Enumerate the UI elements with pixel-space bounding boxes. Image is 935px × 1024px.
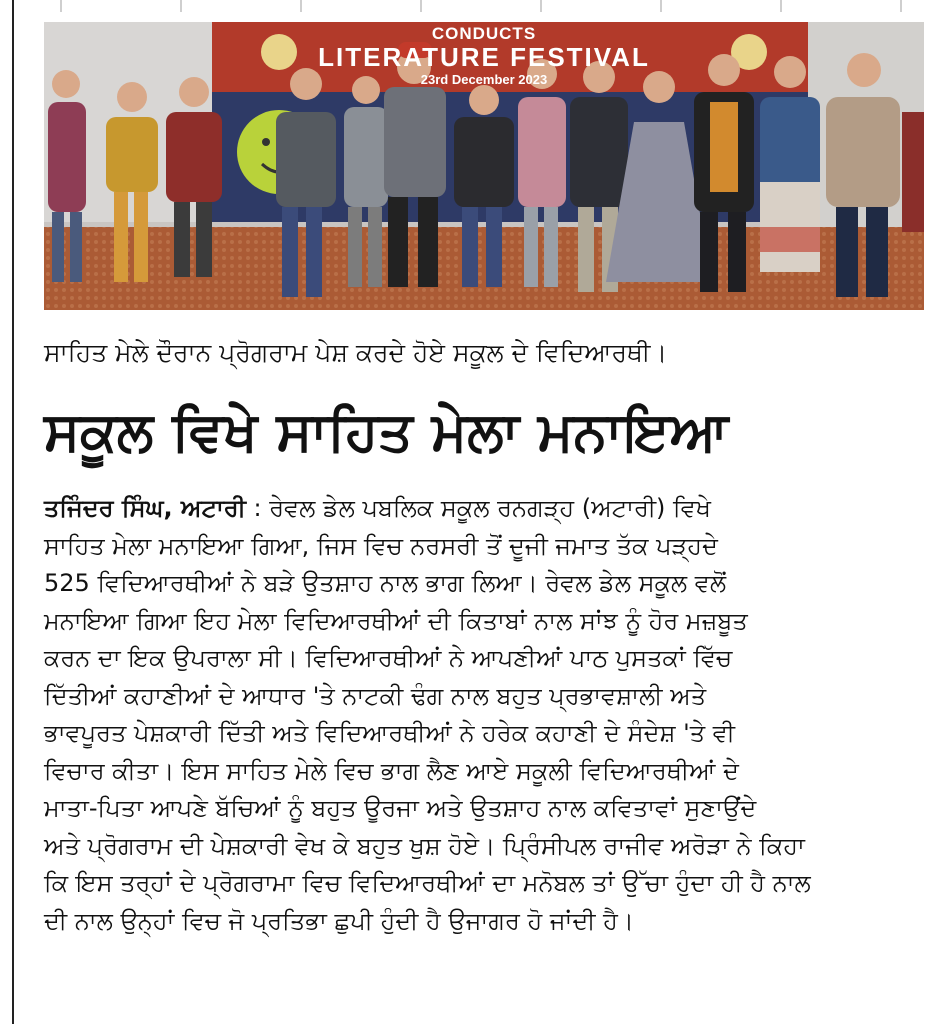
byline: ਤਜਿੰਦਰ ਸਿੰਘ, ਅਟਾਰੀ [44,494,246,522]
body-line-9: ਮਾਤਾ-ਪਿਤਾ ਆਪਣੇ ਬੱਚਿਆਂ ਨੂੰ ਬਹੁਤ ਊਰਜਾ ਅਤੇ ਉਤਸ਼ਾਹ ਨਾਲ ਕਵਿਤਾਵਾਂ ਸੁਣਾਉਂਦੇ [44,794,757,822]
article-headline: ਸਕੂਲ ਵਿਖੇ ਸਾਹਿਤ ਮੇਲਾ ਮਨਾਇਆ [44,400,729,463]
body-line-5: ਕਰਨ ਦਾ ਇਕ ਉਪਰਾਲਾ ਸੀ। ਵਿਦਿਆਰਥੀਆਂ ਨੇ ਆਪਣੀਆਂ ਪਾਠ ਪੁਸਤਕਾਂ ਵਿੱਚ [44,644,733,672]
body-line-11: ਕਿ ਇਸ ਤਰ੍ਹਾਂ ਦੇ ਪ੍ਰੋਗਰਾਮਾ ਵਿਚ ਵਿਦਿਆਰਥੀਆਂ ਦਾ ਮਨੋਬਲ ਤਾਂ ਉੱਚਾ ਹੁੰਦਾ ਹੀ ਹੈ ਨਾਲ [44,869,811,897]
body-line-8: ਵਿਚਾਰ ਕੀਤਾ। ਇਸ ਸਾਹਿਤ ਮੇਲੇ ਵਿਚ ਭਾਗ ਲੈਣ ਆਏ ਸਕੂਲੀ ਵਿਦਿਆਰਥੀਆਂ ਦੇ [44,756,739,785]
banner-text-line1: CONDUCTS [431,24,537,43]
column-rule [12,0,14,1024]
body-line-6: ਦਿੱਤੀਆਂ ਕਹਾਣੀਆਂ ਦੇ ਆਧਾਰ 'ਤੇ ਨਾਟਕੀ ਢੰਗ ਨਾਲ ਬਹੁਤ ਪ੍ਰਭਾਵਸ਼ਾਲੀ ਅਤੇ [44,681,707,710]
body-line-4: ਮਨਾਇਆ ਗਿਆ ਇਹ ਮੇਲਾ ਵਿਦਿਆਰਥੀਆਂ ਦੀ ਕਿਤਾਬਾਂ ਨਾਲ ਸਾਂਝ ਨੂੰ ਹੋਰ ਮਜ਼ਬੂਤ [44,606,748,635]
article-photo [44,22,924,310]
banner-text-line3: 23rd December 2023 [420,72,548,87]
body-line-2: ਸਾਹਿਤ ਮੇਲਾ ਮਨਾਇਆ ਗਿਆ, ਜਿਸ ਵਿਚ ਨਰਸਰੀ ਤੋਂ ਦੂਜੀ ਜਮਾਤ ਤੱਕ ਪੜ੍ਹਦੇ [44,531,718,560]
body-line-10: ਅਤੇ ਪ੍ਰੋਗਰਾਮ ਦੀ ਪੇਸ਼ਕਾਰੀ ਵੇਖ ਕੇ ਬਹੁਤ ਖੁਸ਼ ਹੋਏ। ਪ੍ਰਿੰਸੀਪਲ ਰਾਜੀਵ ਅਰੋੜਾ ਨੇ ਕਿਹਾ [44,831,805,860]
photo-caption: ਸਾਹਿਤ ਮੇਲੇ ਦੌਰਾਨ ਪ੍ਰੋਗਰਾਮ ਪੇਸ਼ ਕਰਦੇ ਹੋਏ ਸਕੂਲ ਦੇ ਵਿਦਿਆਰਥੀ। [44,338,668,367]
article-body [44,490,924,940]
clipped-top-line [0,0,935,12]
body-line-12: ਦੀ ਨਾਲ ਉਨ੍ਹਾਂ ਵਿਚ ਜੋ ਪ੍ਰਤਿਭਾ ਛੁਪੀ ਹੁੰਦੀ ਹੈ ਉਜਾਗਰ ਹੋ ਜਾਂਦੀ ਹੈ। [44,906,634,935]
body-line-3: 525 ਵਿਦਿਆਰਥੀਆਂ ਨੇ ਬੜੇ ਉਤਸ਼ਾਹ ਨਾਲ ਭਾਗ ਲਿਆ। ਰੇਵਲ ਡੇਲ ਸਕੂਲ ਵਲੋਂ [44,569,727,597]
body-line-1 [44,490,924,528]
body-line-7: ਭਾਵਪੂਰਤ ਪੇਸ਼ਕਾਰੀ ਦਿੱਤੀ ਅਤੇ ਵਿਦਿਆਰਥੀਆਂ ਨੇ ਹਰੇਕ ਕਹਾਣੀ ਦੇ ਸੰਦੇਸ਼ 'ਤੇ ਵੀ [44,719,735,747]
body-line-1-text: : ਰੇਵਲ ਡੇਲ ਪਬਲਿਕ ਸਕੂਲ ਰਨਗੜ੍ਹ (ਅਟਾਰੀ) ਵਿਖੇ [245,494,712,522]
banner-text-line2: LITERATURE FESTIVAL [318,42,650,72]
